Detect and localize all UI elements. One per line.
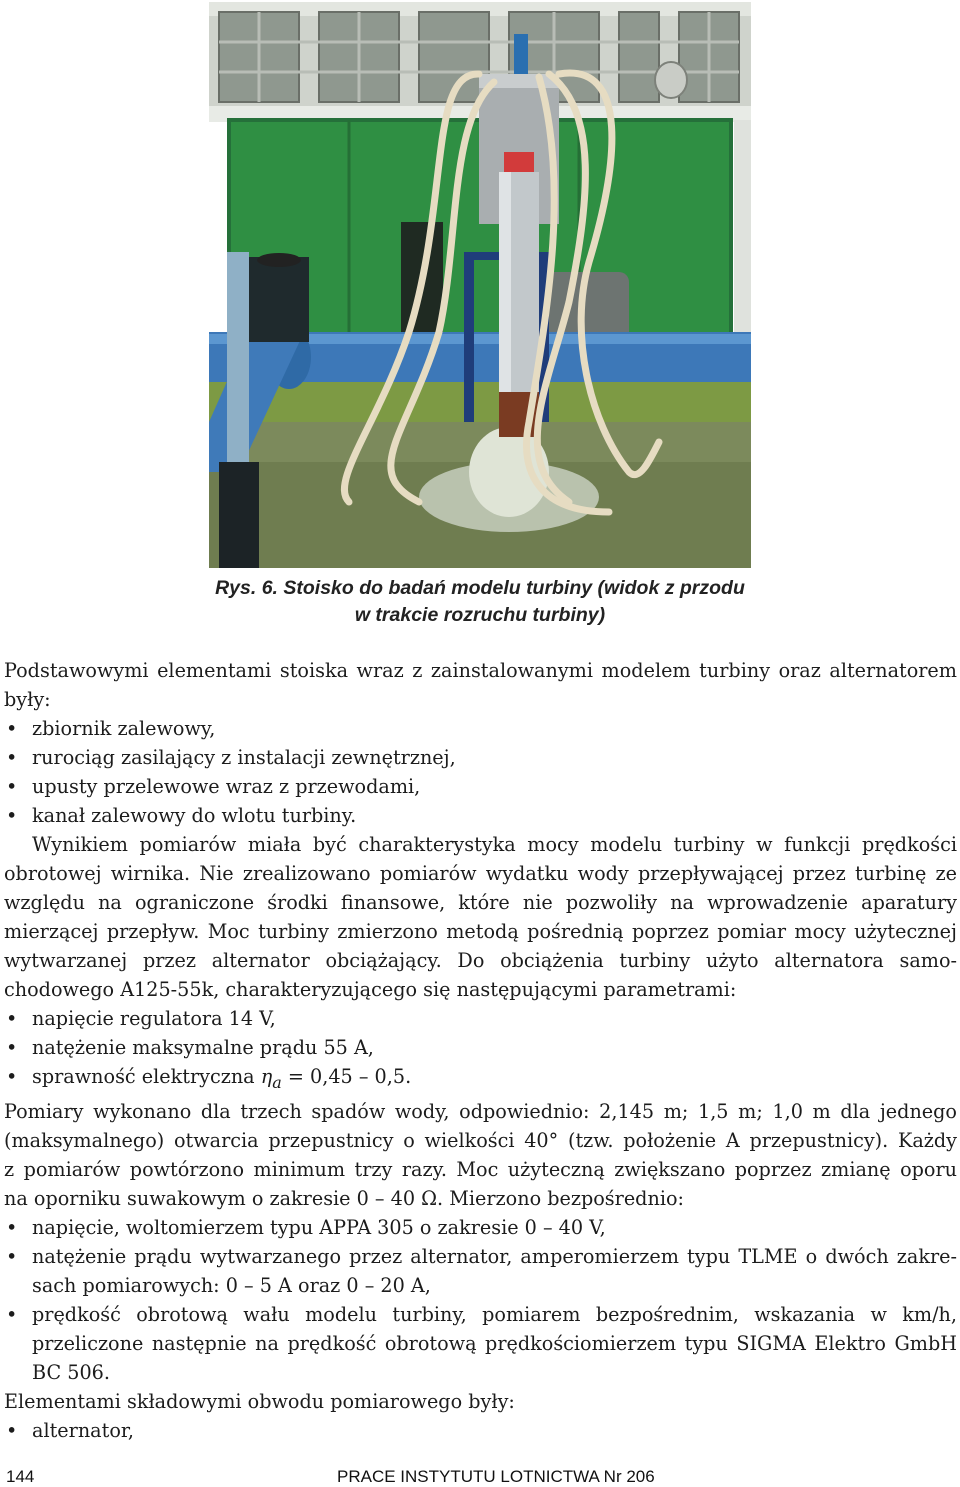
caption-line-2: w trakcie rozruchu turbiny) — [354, 604, 606, 626]
figure-photo — [209, 2, 751, 568]
caption-line-1: Rys. 6. Stoisko do badań modelu turbiny (widok z przodu — [215, 577, 745, 599]
efficiency-value: = 0,45 – 0,5. — [281, 1065, 412, 1088]
list-item: • prędkość obrotową wału modelu turbiny, pomiarem bezpośrednim, wskazania w km/h, — [4, 1300, 957, 1329]
paragraph-2-line: obrotowej wirnika. Nie zrealizowano pomiarów wydatku wody przepływającej przez turbinę ze — [4, 862, 957, 885]
paragraph-2-line: chodowego A125-55k, charakteryzującego się następującymi parametrami: — [4, 978, 737, 1001]
list-item: • upusty przelewowe wraz z przewodami, — [4, 772, 957, 801]
paragraph-2-line: względu na ograniczone środki finansowe, które nie pozwoliły na wprowadzenie aparatury — [4, 891, 957, 914]
paragraph-4: Elementami składowymi obwodu pomiarowego były: — [4, 1389, 515, 1413]
list-item: • natężenie maksymalne prądu 55 A, — [4, 1033, 957, 1062]
paragraph-1-line: Podstawowymi elementami stoiska wraz z zainstalowanymi modelem turbiny oraz alternatorem — [4, 659, 957, 682]
journal-title: PRACE INSTYTUTU LOTNICTWA Nr 206 — [337, 1467, 655, 1486]
eta-subscript: a — [272, 1072, 282, 1092]
list-item-efficiency — [4, 1062, 957, 1097]
list-item: • napięcie regulatora 14 V, — [4, 1004, 957, 1033]
list-item: • napięcie, woltomierzem typu APPA 305 o zakresie 0 – 40 V, — [4, 1213, 957, 1242]
eta-symbol: η — [260, 1065, 273, 1088]
paragraph-2-line: Wynikiem pomiarów miała być charakterystyka mocy modelu turbiny w funkcji prędkości — [32, 833, 957, 856]
paragraph-3-line: (maksymalnego) otwarcia przepustnicy o wielkości 40° (tzw. położenie A przepustnicy). Każdy — [4, 1128, 957, 1152]
list-item-continuation: BC 506. — [32, 1360, 110, 1384]
list-item: • rurociąg zasilający z instalacji zewnętrznej, — [4, 743, 957, 772]
page-number: 144 — [6, 1467, 35, 1486]
list-item: • alternator, — [4, 1416, 957, 1445]
paragraph-3-line: z pomiarów powtórzono minimum trzy razy. Moc użyteczną zwiększano poprzez zmianę oporu — [4, 1157, 957, 1181]
paragraph-3-line: na oporniku suwakowym o zakresie 0 – 40 Ω. Mierzono bezpośrednio: — [4, 1186, 684, 1210]
paragraph-1-line: były: — [4, 688, 51, 711]
efficiency-prefix: sprawność elektryczna — [32, 1065, 261, 1088]
paragraph-2-line: mierzącej przepływ. Moc turbiny zmierzono metodą pośrednią poprzez pomiar mocy użytecznej — [4, 920, 957, 943]
body-text — [4, 656, 957, 1445]
list-item-continuation: przeliczone następnie na prędkość obrotową prędkościomierzem typu SIGMA Elektro GmbH — [32, 1331, 957, 1355]
list-item: • zbiornik zalewowy, — [4, 714, 957, 743]
list-item: • kanał zalewowy do wlotu turbiny. — [4, 801, 957, 830]
paragraph-2-line: wytwarzanej przez alternator obciążający. Do obciążenia turbiny użyto alternatora samo- — [4, 949, 957, 972]
figure-caption — [160, 575, 800, 629]
list-item-continuation: sach pomiarowych: 0 – 5 A oraz 0 – 20 A, — [32, 1273, 431, 1297]
list-item: • natężenie prądu wytwarzanego przez alternator, amperomierzem typu TLME o dwóch zakre- — [4, 1242, 957, 1271]
paragraph-3-line: Pomiary wykonano dla trzech spadów wody, odpowiednio: 2,145 m; 1,5 m; 1,0 m dla jednego — [4, 1099, 957, 1123]
